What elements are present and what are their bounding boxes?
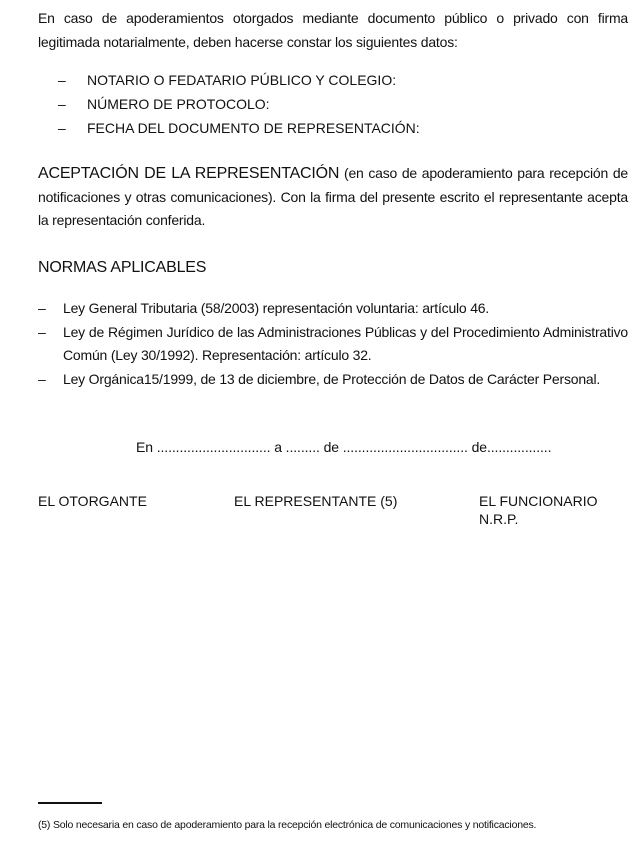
norm-item-text: Ley General Tributaria (58/2003) representación voluntaria: artículo 46. [63, 300, 490, 316]
date-line: En .............................. a ......... de ................................. de................. [136, 439, 552, 455]
signature-representative: EL REPRESENTANTE (5) [234, 493, 398, 509]
bullet-dash: – [38, 300, 46, 316]
footnote-separator [38, 802, 102, 804]
data-item-label: NÚMERO DE PROTOCOLO: [87, 96, 270, 112]
norm-item [38, 297, 628, 321]
intro-paragraph: En caso de apoderamientos otorgados mediante documento público o privado con firma legitimada notarialmente, deben hacerse constar los siguientes datos: [38, 10, 628, 50]
official-title: EL FUNCIONARIO [479, 493, 598, 509]
norms-list [38, 297, 628, 391]
bullet-dash: – [58, 120, 66, 136]
acceptance-body: (en caso de apoderamiento para recepción de notificaciones y otras comunicaciones). Con la firma del presente escrito el representante acepta la representación conferida. [38, 165, 628, 228]
official-nrp: N.R.P. [479, 511, 519, 527]
data-item-label: NOTARIO O FEDATARIO PÚBLICO Y COLEGIO: [87, 72, 397, 88]
bullet-dash: – [38, 323, 46, 340]
acceptance-paragraph [38, 162, 628, 233]
norm-item [38, 321, 628, 368]
data-item-label: FECHA DEL DOCUMENTO DE REPRESENTACIÓN: [87, 120, 420, 136]
norms-heading: NORMAS APLICABLES [38, 259, 207, 276]
norm-item-text: Ley de Régimen Jurídico de las Administraciones Públicas y del Procedimiento Administrativo Común (Ley 30/1992). Representación: artículo 32. [63, 323, 628, 363]
data-item-protocol [58, 92, 270, 116]
data-item-date [58, 116, 420, 140]
bullet-dash: – [58, 72, 66, 88]
footnote: (5) Solo necesaria en caso de apoderamiento para la recepción electrónica de comunicaciones y notificaciones. [38, 819, 537, 831]
bullet-dash: – [58, 96, 66, 112]
norm-item-text: Ley Orgánica15/1999, de 13 de diciembre, de Protección de Datos de Carácter Personal. [63, 370, 601, 387]
bullet-dash: – [38, 370, 46, 387]
signature-official [479, 492, 598, 528]
signature-grantor: EL OTORGANTE [38, 493, 147, 509]
acceptance-heading: ACEPTACIÓN DE LA REPRESENTACIÓN [38, 165, 340, 182]
data-item-notary [58, 68, 396, 92]
norm-item [38, 368, 628, 392]
